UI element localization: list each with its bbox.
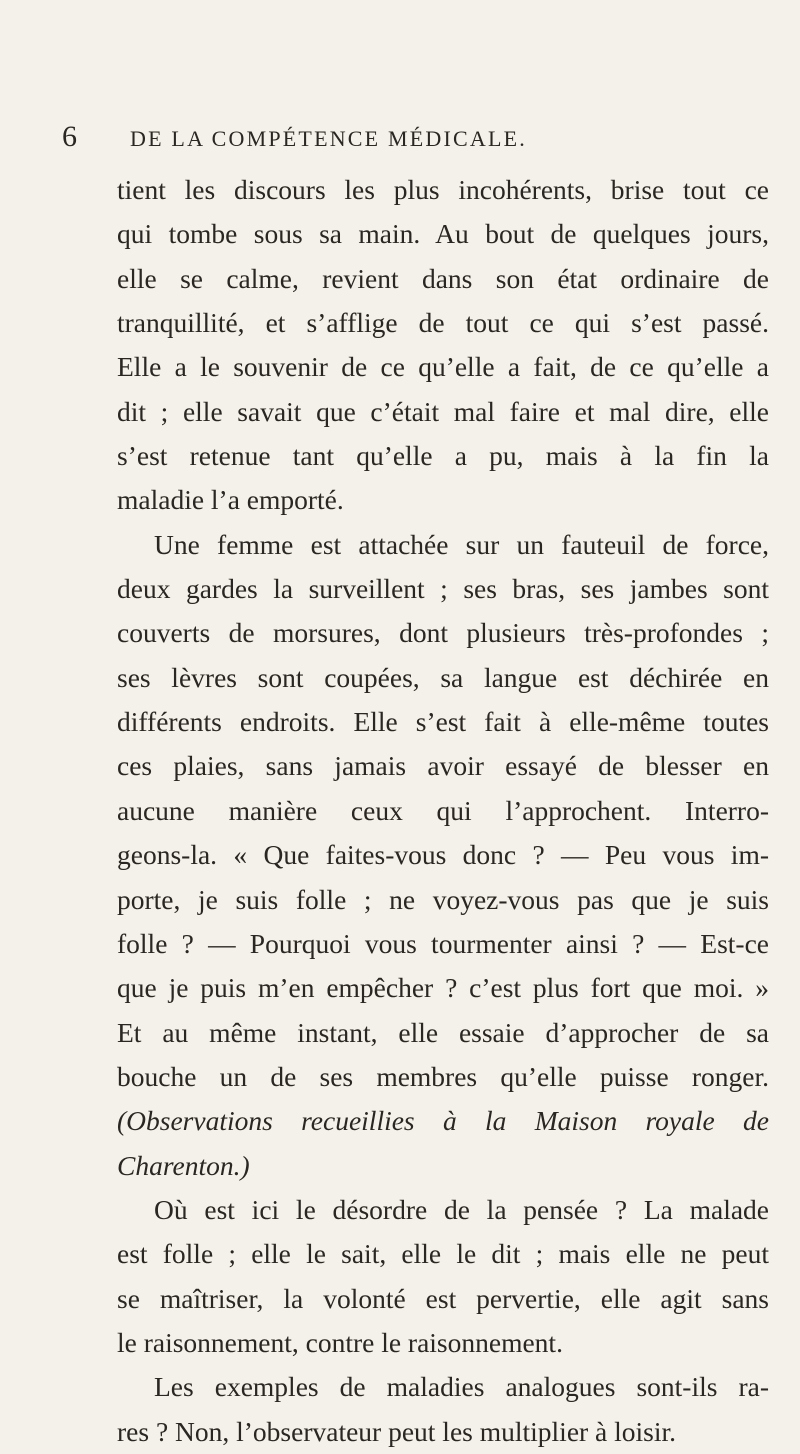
text-line: le raisonnement, contre le raisonnement. bbox=[117, 1326, 563, 1358]
text-line: deux gardes la surveillent ; ses bras, ses jambes sont bbox=[117, 573, 769, 605]
text-line: res ? Non, l’observateur peut les multiplier à loisir. bbox=[117, 1415, 677, 1447]
text-line: Elle a le souvenir de ce qu’elle a fait, de ce qu’elle a bbox=[117, 351, 769, 383]
text-line: que je puis m’en empêcher ? c’est plus fort que moi. » bbox=[117, 972, 769, 1004]
text-line: tient les discours les plus incohérents, brise tout ce bbox=[117, 174, 769, 205]
text-line: est folle ; elle le sait, elle le dit ; mais elle ne peut bbox=[117, 1238, 769, 1270]
citation-line bbox=[117, 1144, 769, 1188]
text-line: ces plaies, sans jamais avoir essayé de blesser en bbox=[117, 750, 769, 782]
body-text bbox=[117, 168, 769, 1454]
text-line: tranquillité, et s’afflige de tout ce qui s’est passé. bbox=[117, 307, 769, 339]
text-line: qui tombe sous sa main. Au bout de quelques jours, bbox=[117, 218, 769, 250]
text-line: se maîtriser, la volonté est pervertie, elle agit sans bbox=[117, 1282, 769, 1314]
text-line: porte, je suis folle ; ne voyez-vous pas que je suis bbox=[117, 883, 769, 915]
text-line: s’est retenue tant qu’elle a pu, mais à la fin la bbox=[117, 440, 769, 472]
text-line: elle se calme, revient dans son état ordinaire de bbox=[117, 262, 769, 294]
text-line: maladie l’a emporté. bbox=[117, 484, 344, 516]
running-title: DE LA COMPÉTENCE MÉDICALE. bbox=[130, 126, 527, 151]
text-line: différents endroits. Elle s’est fait à elle-même toutes bbox=[117, 706, 769, 738]
text-line: Une femme est attachée sur un fauteuil de force, bbox=[154, 528, 769, 560]
text-line: Et au même instant, elle essaie d’approcher de sa bbox=[117, 1016, 769, 1048]
text-line: bouche un de ses membres qu’elle puisse ronger. bbox=[117, 1060, 769, 1092]
citation-line bbox=[117, 1099, 769, 1143]
text-line: geons-la. « Que faites-vous donc ? — Peu vous im- bbox=[117, 839, 769, 871]
text-line: ses lèvres sont coupées, sa langue est déchirée en bbox=[117, 661, 769, 693]
page-number: 6 bbox=[62, 120, 77, 153]
text-line: Où est ici le désordre de la pensée ? La malade bbox=[154, 1193, 769, 1225]
citation-text: (Observations recueillies à la Maison royale de bbox=[117, 1105, 769, 1137]
text-line: aucune manière ceux qui l’approchent. Interro- bbox=[117, 794, 769, 826]
text-line: couverts de morsures, dont plusieurs très-profondes ; bbox=[117, 617, 769, 649]
text-line: dit ; elle savait que c’était mal faire et mal dire, elle bbox=[117, 395, 769, 427]
text-line: Les exemples de maladies analogues sont-ils ra- bbox=[154, 1371, 769, 1403]
running-head bbox=[62, 120, 782, 160]
text-line: folle ? — Pourquoi vous tourmenter ainsi ? — Est-ce bbox=[117, 927, 769, 959]
citation-text: Charenton.) bbox=[117, 1149, 250, 1181]
